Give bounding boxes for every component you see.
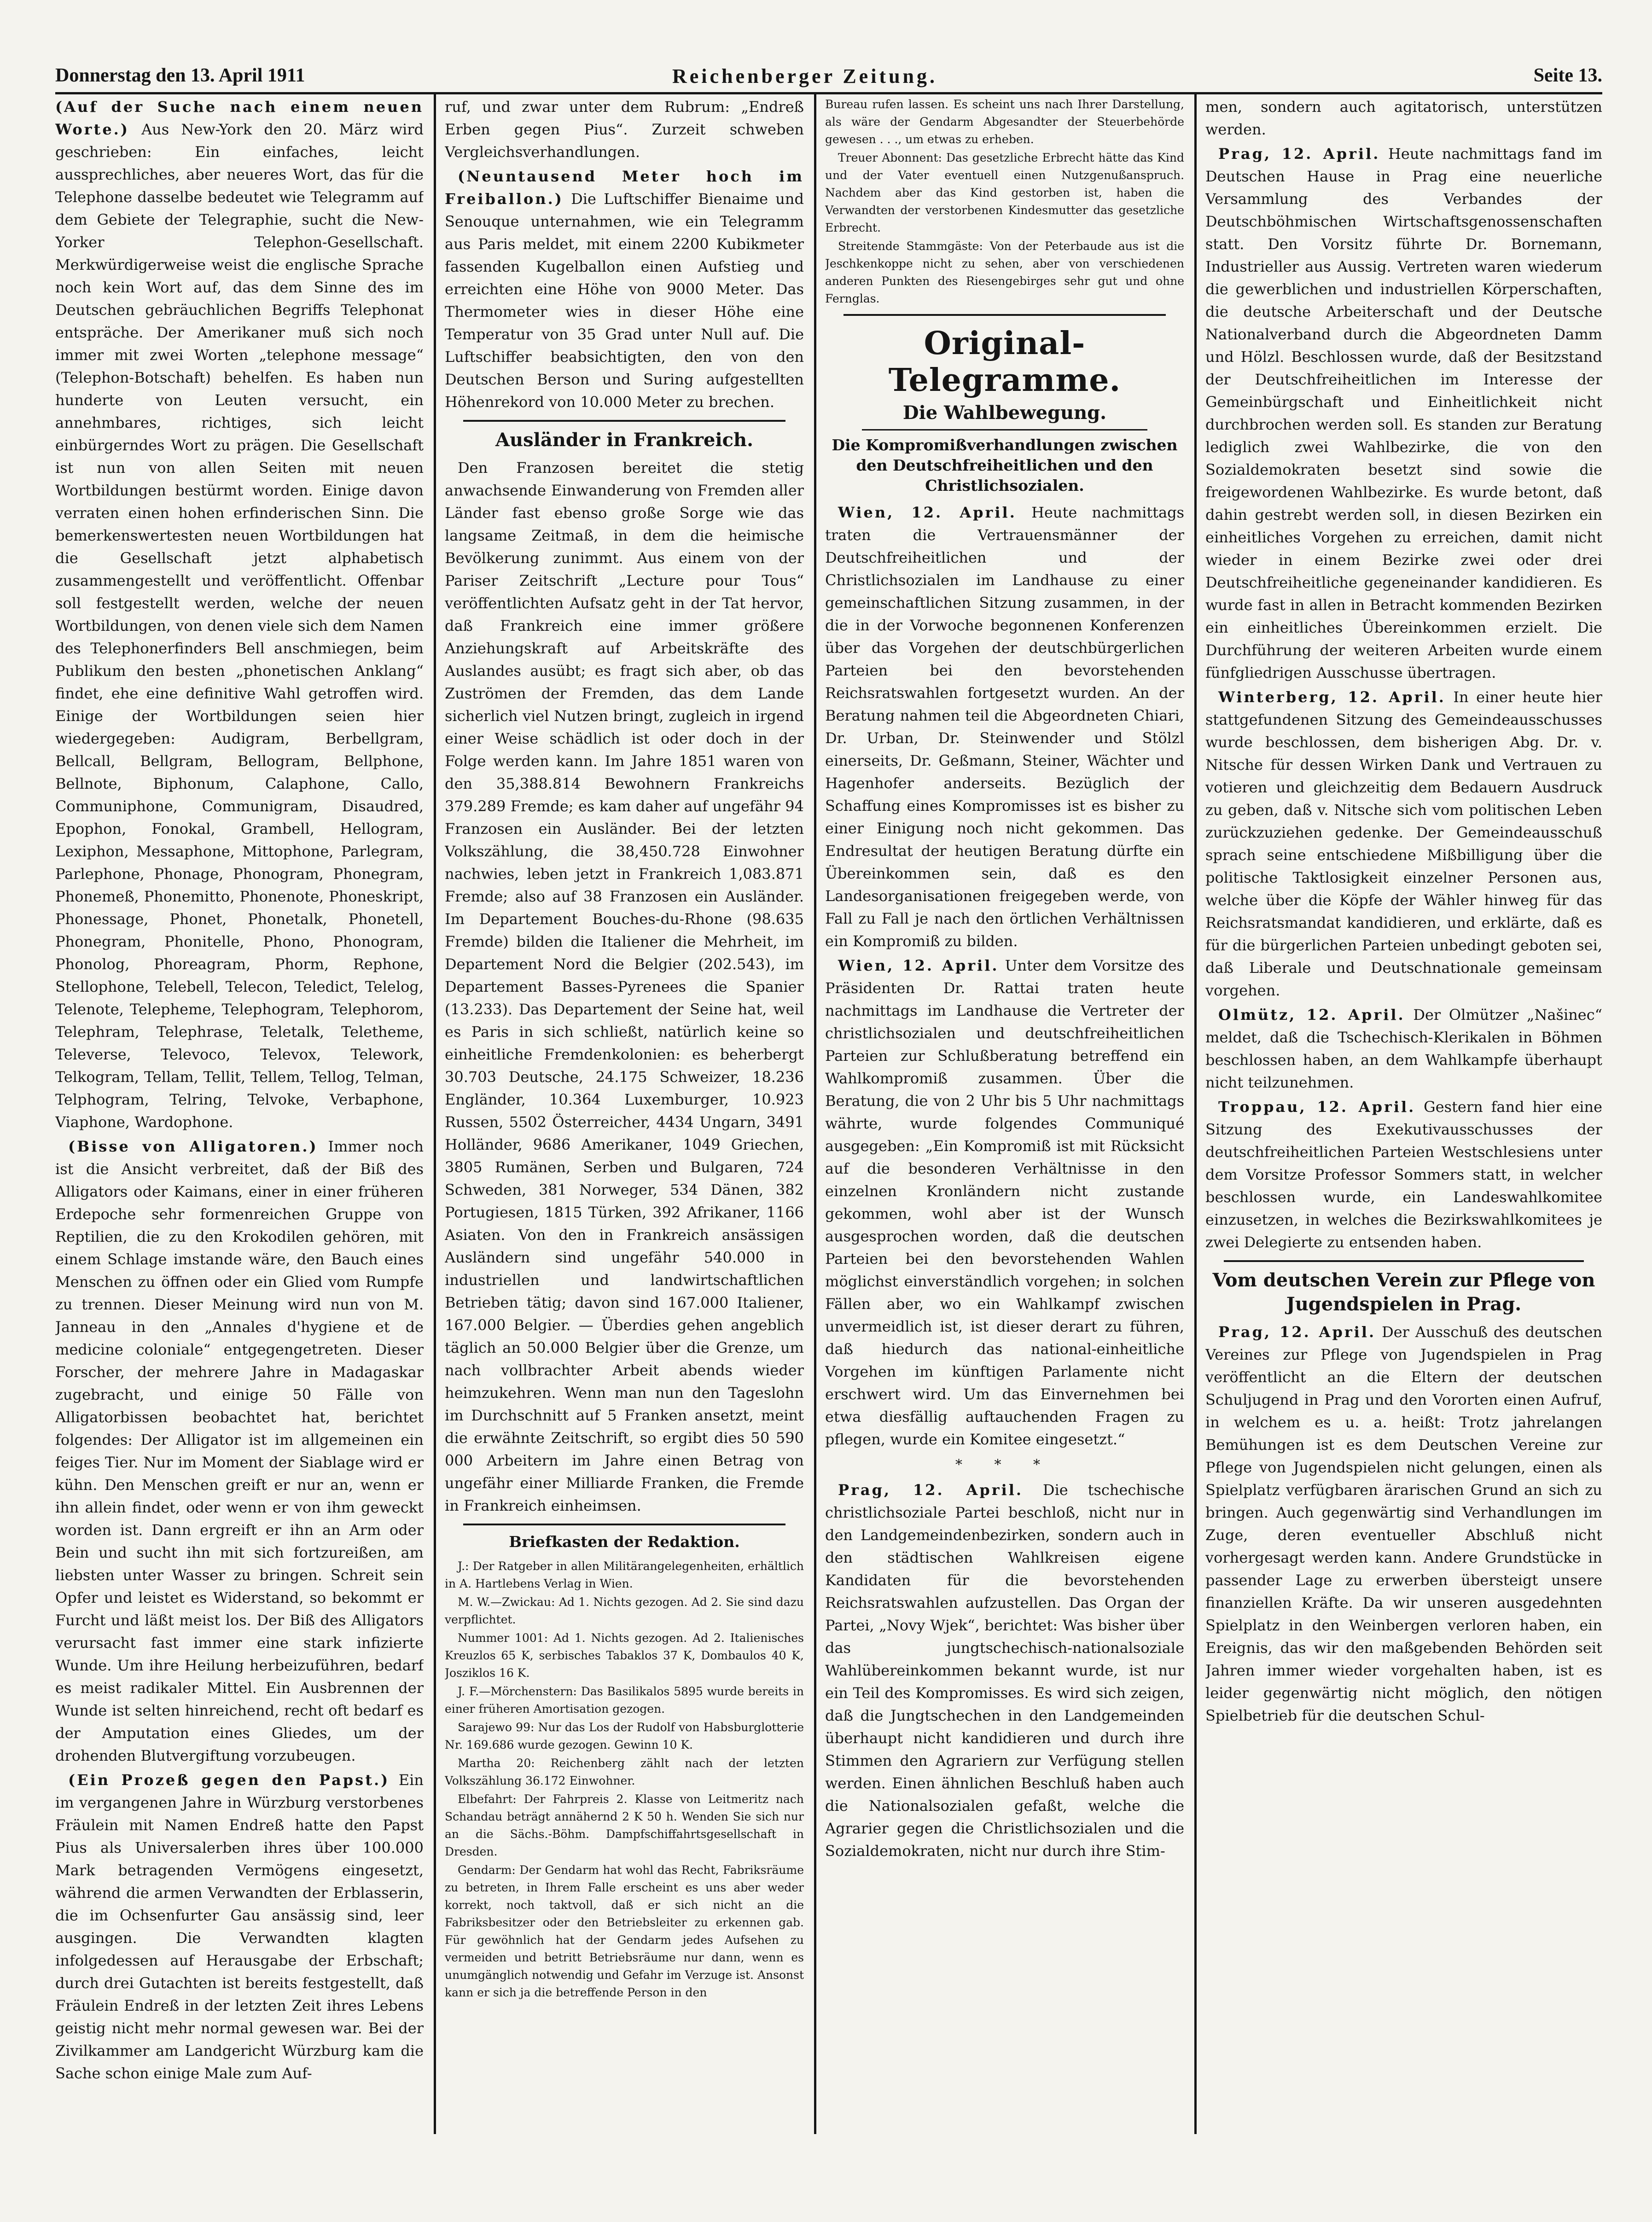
- heading-jugendspiele: Vom deutschen Verein zur Pflege von Jugendspielen in Prag.: [1212, 1269, 1595, 1315]
- article-lead: (Neuntausend Meter hoch im Freiballon.): [445, 168, 804, 208]
- dateline: Wien, 12. April.: [838, 504, 1017, 521]
- section-divider: [843, 314, 1166, 316]
- article-lead: (Auf der Suche nach einem neuen Worte.): [55, 98, 424, 138]
- article-body: Heute nachmittags fand im Deutschen Hause in Prag eine neuerliche Versammlung des Verbandes der Deutschböhmischen Wirtschaftsgenossenschaften statt. Den Vorsitz führte Dr. Bornemann, Industrieller aus Aussig. Vertreten waren wiederum die gewerblichen und industriellen Körperschaften, die deutsche Arbeiterschaft und der Deutsche Nationalverband durch die Abgeordneten Damm und Hölzl. Beschlossen wurde, daß der Besitzstand der Deutschfreiheitlichen im Interesse der Gemeinbürgschaft und Einheitlichkeit nicht durchbrochen werden soll. Es standen zur Beratung lediglich zwei Wahlbezirke, die von den Sozialdemokraten besetzt sind sowie die freigewordenen Wahlbezirke. Es wurde betont, daß dahin gestrebt werden soll, in diesen Bezirken ein einheitliches Vorgehen zu erreichen, damit nicht wieder in einem Bezirke zwei oder drei Deutschfreiheitliche gegeneinander kandidieren. Es wurde fast in allen in Betracht kommenden Bezirken ein einheitliches Übereinkommen erzielt. Die Durchführung der weiteren Arbeiten wurde einem fünfgliedrigen Ausschusse übertragen.: [1205, 145, 1602, 681]
- letter-reply: Elbefahrt: Der Fahrpreis 2. Klasse von Leitmeritz nach Schandau beträgt annähernd 2 K 50 h. Wenden Sie sich nur an die Sächs.-Böhm. Dampfschiffahrtsgesellschaft in Dresden.: [445, 1792, 804, 1858]
- telegram-troppau: [1205, 1096, 1602, 1254]
- article-body: Gestern fand hier eine Sitzung des Exekutivausschusses der deutschfreiheitlichen Parteien Westschlesiens unter dem Vorsitze Professor Sommers statt, in welcher beschlossen wurde, ein Landeswahlkomitee einzusetzen, in welches die Bezirkswahlkomitees je zwei Delegierte zu entsenden haben.: [1205, 1098, 1602, 1251]
- article-body: Den Franzosen bereitet die stetig anwachsende Einwanderung von Fremden aller Länder fast ebenso große Sorge wie das langsame Zeitmaß, in dem die heimische Bevölkerung zunimmt. Aus einem von der Pariser Zeitschrift „Lecture pour Tous“ veröffentlichten Aufsatz geht in der Tat hervor, daß Frankreich eine immer größere Anziehungskraft auf Arbeitskräfte des Auslandes ausübt; es fragt sich aber, ob das Zuströmen der Fremden, das dem Lande sicherlich viel Nutzen bringt, zugleich in irgend einer Weise schädlich ist oder doch in der Folge werden kann. Im Jahre 1851 waren von den 35,388.814 Bewohnern Frankreichs 379.289 Fremde; es kam daher auf ungefähr 94 Franzosen ein Ausländer. Bei der letzten Volkszählung, die 38,450.728 Einwohner nachwies, leben jetzt in Frankreich 1,083.871 Fremde; also auf 38 Franzosen ein Ausländer. Im Departement Bouches-du-Rhone (98.635 Fremde) bilden die Italiener die Mehrheit, im Departement Nord die Belgier (202.543), im Departement Basses-Pyrenees die Spanier (13.233). Das Departement der Seine hat, weil es Paris in sich schließt, natürlich keine so einheitliche Fremdenkolonien: es beherbergt 30.703 Deutsche, 24.175 Schweizer, 18.236 Engländer, 10.364 Luxemburger, 10.923 Russen, 5502 Österreicher, 4434 Ungarn, 3491 Holländer, 9686 Amerikaner, 1049 Griechen, 3805 Rumänen, Serben und Bulgaren, 724 Schweden, 381 Norweger, 534 Dänen, 382 Portugiesen, 1815 Türken, 392 Afrikaner, 1166 Asiaten. Von den in Frankreich ansässigen Ausländern sind ungefähr 540.000 in industriellen und landwirtschaftlichen Betrieben tätig; davon sind 167.000 Italiener, 167.000 Belgier. — Überdies gehen angeblich täglich an 50.000 Belgier über die Grenze, um nach vollbrachter Arbeit abends wieder heimzukehren. Wenn man nun den Tageslohn im Durchschnitt auf 5 Franken ansetzt, meint die erwähnte Zeitschrift, so ergibt dies 50 590 000 Arbeitern im Jahre einen Betrag von ungefähr einer Milliarde Franken, die Fremde in Frankreich einheimsen.: [445, 459, 804, 1514]
- briefkasten-continued: [825, 96, 1184, 308]
- letter-reply: J. F.—Mörchenstern: Das Basilikalos 5895 wurde bereits in einer früheren Amortisation gezogen.: [445, 1685, 804, 1716]
- letter-reply: Streitende Stammgäste: Von der Peterbaude aus ist die Jeschkenkoppe nicht zu sehen, aber von verschiedenen anderen Punkten des Riesengebirges sehr gut und ohne Fernglas.: [825, 239, 1184, 305]
- dateline: Winterberg, 12. April.: [1218, 688, 1446, 706]
- telegram-olmuetz: [1205, 1004, 1602, 1094]
- newspaper-title: Reichenberger Zeitung.: [672, 65, 938, 87]
- letter-reply: Treuer Abonnent: Das gesetzliche Erbrecht hätte das Kind und der Vater eventuell einen Nutzgenußanspruch. Nachdem aber das Kind gestorben ist, haben die Verwandten der verstorbenen Kindesmutter das gesetzliche Erbrecht.: [825, 151, 1184, 234]
- dateline: Prag, 12. April.: [838, 1481, 1024, 1499]
- article-body: Der Olmützer „Našinec“ meldet, daß die Tschechisch-Klerikalen in Böhmen beschlossen haben, an dem Wahlkampfe überhaupt nicht teilzunehmen.: [1205, 1006, 1602, 1091]
- article-freiballon: [445, 165, 804, 413]
- letter-reply: Nummer 1001: Ad 1. Nichts gezogen. Ad 2. Italienisches Kreuzlos 65 K, serbisches Tabaklos 37 K, Dombaulos 40 K, Josziklos 16 K.: [445, 1631, 804, 1680]
- article-body: Ein im vergangenen Jahre in Würzburg verstorbenes Fräulein mit Namen Endreß hatte den Papst Pius als Universalerben ihres über 100.000 Mark betragenden Vermögens eingesetzt, während die armen Verwandten der Erblasserin, die im Ochsenfurter Gau ansässig sind, leer ausgingen. Die Verwandten klagten infolgedessen auf Herausgabe der Erbschaft; durch drei Gutachten ist bereits festgestellt, daß Fräulein Endreß in der letzten Zeit ihres Lebens geistig nicht mehr normal gewesen war. Bei der Zivilkammer am Landgericht Würzburg kam die Sache schon einige Male zum Auf-: [55, 1771, 424, 2082]
- article-body: Unter dem Vorsitze des Präsidenten Dr. Rattai traten heute nachmittags im Landhause die Vertreter der christlichsozialen und deutschfreiheitlichen Parteien zur Schlußberatung betreffend ein Wahlkompromiß zusammen. Über die Beratung, die von 2 Uhr bis 5 Uhr nachmittags währte, wurde folgendes Communiqué ausgegeben: „Ein Kompromiß ist mit Rücksicht auf die besonderen Verhältnisse in den einzelnen Kronländern nicht zustande gekommen, wohl aber ist der Wunsch ausgesprochen worden, daß die deutschen Parteien bei den bevorstehenden Wahlen möglichst einverständlich vorgehen; in solchen Fällen aber, wo ein Wahlkampf zwischen unvermeidlich ist, ist dieser derart zu führen, daß hiedurch das national-einheitliche Vorgehen im künftigen Parlamente nicht erschwert wird. Um das Einvernehmen bei etwa diesfällig auftauchenden Fragen zu pflegen, wurde ein Komitee eingesetzt.“: [825, 957, 1184, 1448]
- column-4: [1205, 96, 1602, 2131]
- section-divider: [1224, 1260, 1584, 1262]
- column-3: [825, 96, 1184, 2131]
- heading-auslaender: Ausländer in Frankreich.: [495, 429, 754, 451]
- article-jugendspiele: [1205, 1321, 1602, 1727]
- letter-reply: M. W.—Zwickau: Ad 1. Nichts gezogen. Ad 2. Sie sind dazu verpflichtet.: [445, 1595, 804, 1626]
- masthead: [55, 64, 1602, 92]
- dateline: Prag, 12. April.: [1218, 145, 1380, 163]
- dateline: Prag, 12. April.: [1218, 1323, 1376, 1341]
- article-body: Die tschechische christlichsoziale Partei beschloß, nicht nur in den Landgemeindenbezirken, sondern auch in den städtischen Wahlkreisen eigene Kandidaten für die bevorstehenden Reichsratswahlen aufzustellen. Das Organ der Partei, „Novy Wjek“, berichtet: Was bisher über das jungtschechisch-nationalsoziale Wahlübereinkommen bekannt wurde, ist nur ein Teil des Kompromisses. Es wird sich zeigen, daß die Jungtschechen in den Landgemeinden überhaupt nicht kandidieren und durch ihre Stimmen den Agrariern zur Verfügung stellen werden. Einen ähnlichen Beschluß haben auch die Nationalsozialen gefaßt, welche die Agrarier gegen die Christlichsozialen und die Sozialdemokraten, nicht nur durch ihre Stim-: [825, 1481, 1184, 1860]
- page-number: Seite 13.: [1533, 65, 1602, 86]
- letter-reply: Gendarm: Der Gendarm hat wohl das Recht, Fabriksräume zu betreten, in Ihrem Falle erscheint es uns aber weder korrekt, noch taktvoll, daß er sich nicht an die Fabriksbesitzer oder den Betriebsleiter zu erkennen gab. Für gewöhnlich hat der Gendarm jedes Aufsehen zu vermeiden und betritt Betriebsräume nur dann, wenn es unumgänglich notwendig und Gefahr im Verzuge ist. Ansonst kann er sich ja die betreffende Person in den: [445, 1863, 804, 1999]
- heading-briefkasten: Briefkasten der Redaktion.: [509, 1533, 740, 1551]
- article-body: Immer noch ist die Ansicht verbreitet, daß der Biß des Alligators oder Kaimans, einer in einer früheren Erdepoche sehr formenreichen Gruppe von Reptilien, die zu den Krokodilen gehören, mit einem Schlage imstande wäre, den Bauch eines Menschen zu öffnen oder ein Glied vom Rumpfe zu trennen. Dieser Meinung wird nun von M. Janneau in den „Annales d'hygiene et de medicine coloniale“ entgegengetreten. Dieser Forscher, der mehrere Jahre in Madagaskar zugebracht, und einige 50 Fälle von Alligatorbissen beobachtet hat, berichtet folgendes: Der Alligator ist im allgemeinen ein feiges Tier. Nur im Moment der Siablage wird er kühn. Den Menschen greift er nur an, wenn er ihn allein findet, oder wenn er von ihm geweckt worden ist. Dann ergreift er ihn an Arm oder Bein und sucht ihn mit sich fortzureißen, am liebsten unter Wasser zu bringen. Schreit sein Opfer und leistet es Widerstand, so bekommt er Furcht und läßt meist los. Der Biß des Alligators verursacht fast immer eine stark infizierte Wunde. Um ihre Heilung herbeizuführen, bedarf es meist radikaler Mittel. Ein Ausbrennen der Wunde ist selten hinreichend, recht oft bedarf es der Amputation eines Gliedes, um der drohenden Blutvergiftung vorzubeugen.: [55, 1138, 424, 1764]
- column-rule: [434, 94, 436, 2134]
- heading-wahlbewegung: Die Wahlbewegung.: [902, 402, 1107, 424]
- section-divider: [862, 429, 1147, 430]
- letter-reply: Sarajewo 99: Nur das Los der Rudolf von Habsburglotterie Nr. 169.686 wurde gezogen. Gewinn 10 K.: [445, 1721, 804, 1751]
- article-body: Die Luftschiffer Bienaime und Senouque unternahmen, wie ein Telegramm aus Paris meldet, mit einem 2200 Kubikmeter fassenden Kugelballon einen Aufstieg und erreichten eine Höhe von 9000 Meter. Das Thermometer wies in dieser Höhe eine Temperatur von 35 Grad unter Null auf. Die Luftschiffer beabsichtigten, den von den Deutschen Berson und Suring aufgestellten Höhenrekord von 10.000 Meter zu brechen.: [445, 190, 804, 411]
- article-lead: (Ein Prozeß gegen den Papst.): [68, 1771, 390, 1789]
- dateline: Olmütz, 12. April.: [1218, 1006, 1405, 1024]
- letter-reply: J.: Der Ratgeber in allen Militärangelegenheiten, erhältlich in A. Hartlebens Verlag in Wien.: [445, 1559, 804, 1590]
- article-telephone: [55, 96, 424, 1134]
- column-2: [445, 96, 804, 2131]
- telegram-winterberg: [1205, 686, 1602, 1002]
- article-body: Aus New-York den 20. März wird geschrieben: Ein einfaches, leicht aussprechliches, aber neueres Wort, das für die Telephone dasselbe bedeutet wie Telegramm auf dem Gebiete der Telegraphie, sucht die New-Yorker Telephon-Gesellschaft. Merkwürdigerweise weist die englische Sprache noch kein Wort auf, das dem Sinne des im Deutschen gebräuchlichen Begriffs Telephonat entspräche. Der Amerikaner muß sich noch immer mit zwei Worten „telephone message“ (Telephon-Botschaft) behelfen. Es haben nun hunderte von Leuten versucht, ein annehmbares, richtiges, sich leicht einbürgerndes Wort zu prägen. Die Gesellschaft ist nun von allen Seiten mit neuen Wortbildungen bestürmt worden. Einige davon verraten einen hohen erfinderischen Sinn. Die bemerkenswertesten neuen Wortbildungen hat die Gesellschaft jetzt alphabetisch zusammengestellt und veröffentlicht. Offenbar soll festgestellt werden, welche der neuen Wortbildungen, von denen viele sich dem Namen des Telephonerfinders Bell anschmiegen, beim Publikum den besten „phonetischen Anklang“ findet, ehe eine definitive Wahl getroffen wird. Einige der Wortbildungen seien hier wiedergegeben: Audigram, Berbellgram, Bellcall, Bellgram, Bellogram, Bellphone, Bellnote, Biphonum, Calaphone, Callo, Communiphone, Communigram, Disaudred, Epophon, Fonokal, Grambell, Hellogram, Lexiphon, Messaphone, Mittophone, Parlegram, Parlephone, Phonage, Phonogram, Phonegram, Phonemeß, Phonemitto, Phonenote, Phoneskript, Phonessage, Phonet, Phonetalk, Phonetell, Phonegram, Phonitelle, Phono, Phonogram, Phonolog, Phoreagram, Phorm, Rephone, Stellophone, Telebell, Telecon, Teledict, Telelog, Telenote, Telepheme, Telephogram, Telephorom, Telephram, Telephrase, Teletalk, Teletheme, Televerse, Televoco, Televox, Telework, Telkogram, Tellam, Tellit, Tellem, Tellog, Telman, Telphogram, Telring, Telvoke, Verbaphone, Viaphone, Wardophone.: [55, 121, 424, 1131]
- section-divider: [463, 1524, 785, 1525]
- column-rule: [1194, 94, 1197, 2134]
- column-rule: [814, 94, 816, 2134]
- article-body: In einer heute hier stattgefundenen Sitzung des Gemeindeausschusses wurde beschlossen, dem bisherigen Abg. Dr. v. Nitsche für dessen Wirken Dank und Vertrauen zu votieren und gleichzeitig dem Bedauern Ausdruck zu geben, daß v. Nitsche sich vom politischen Leben zurückzuziehen gedenke. Der Gemeindeausschuß sprach seine entschiedene Mißbilligung über die politische Taktlosigkeit einzelner Personen aus, welche über die Köpfe der Wähler hinweg für das Reichsratsmandat kandidieren, und erklärte, daß es für die bürgerlichen Parteien unbedingt geboten sei, daß Liberale und Deutschnationale gemeinsam vorgehen.: [1205, 688, 1602, 999]
- telegram-prag-2: [1205, 143, 1602, 684]
- dateline: Troppau, 12. April.: [1218, 1098, 1416, 1116]
- article-body: ruf, und zwar unter dem Rubrum: „Endreß Erben gegen Pius“. Zurzeit schweben Vergleichsverhandlungen.: [445, 98, 804, 161]
- article-body: Der Ausschuß des deutschen Vereines zur Pflege von Jugendspielen in Prag veröffentlicht an die Eltern der deutschen Schuljugend in Prag und den Vororten einen Aufruf, in welchem es u. a. heißt: Trotz jahrelangen Bemühungen ist es dem Deutschen Vereine zur Pflege von Jugendspielen nicht gelungen, einen als Spielplatz verfügbaren ärarischen Grund an sich zu bringen. Auch gegenwärtig sind Verhandlungen im Zuge, deren eventueller Abschluß nicht vorhergesagt werden kann. Andere Grundstücke in passender Lage zu erwerben übersteigt unsere finanziellen Kräfte. Da wir unseren ausgedehnten Spielplatz in den Weinbergen verloren haben, ein Ereignis, das wir den maßgebenden Behörden seit Jahren immer wieder vorgehalten haben, ist es leider gegenwärtig nicht möglich, den nötigen Spielbetrieb für die deutschen Schul-: [1205, 1323, 1602, 1724]
- telegram-prag: [825, 1479, 1184, 1862]
- article-body: men, sondern auch agitatorisch, unterstützen werden.: [1205, 98, 1602, 138]
- asterism: * * *: [955, 1457, 1054, 1473]
- letter-reply: Bureau rufen lassen. Es scheint uns nach Ihrer Darstellung, als wäre der Gendarm Abgesandter der Steuerbehörde gewesen . . ., um etwas zu erheben.: [825, 98, 1184, 146]
- briefkasten: [445, 1558, 804, 2001]
- section-divider: [463, 420, 785, 422]
- article-papst: [55, 1769, 424, 2085]
- article-alligators: [55, 1135, 424, 1767]
- header-date: Donnerstag den 13. April 1911: [55, 65, 305, 86]
- article-lead: (Bisse von Alligatoren.): [68, 1138, 318, 1155]
- telegram-wien-1: [825, 501, 1184, 953]
- column-1: [55, 96, 424, 2131]
- letter-reply: Martha 20: Reichenberg zählt nach der letzten Volkszählung 36.172 Einwohner.: [445, 1757, 804, 1787]
- article-body: Heute nachmittags traten die Vertrauensmänner der Deutschfreiheitlichen und der Christlichsozialen im Landhause zu einer gemeinschaftlichen Sitzung zusammen, in der die in der Vorwoche begonnenen Konferenzen über das Vorgehen der deutschbürgerlichen Parteien bei den bevorstehenden Reichsratswahlen fortgesetzt wurden. An der Beratung nahmen teil die Abgeordneten Chiari, Dr. Urban, Dr. Steinwender und Stölzl einerseits, Dr. Geßmann, Steiner, Wächter und Hagenhofer anderseits. Bezüglich der Schaffung eines Kompromisses ist es bisher zu einer Einigung noch nicht gekommen. Das Endresultat der heutigen Beratung dürfte ein Übereinkommen sein, daß es den Landesorganisationen freigegeben werde, von Fall zu Fall je nach den örtlichen Verhältnissen ein Kompromiß zu bilden.: [825, 504, 1184, 950]
- dateline: Wien, 12. April.: [838, 957, 999, 974]
- telegram-wien-2: [825, 954, 1184, 1451]
- header-rule: [55, 92, 1602, 94]
- heading-original-telegramme: Original-Telegramme.: [888, 325, 1121, 399]
- heading-kompromiss: Die Kompromißverhandlungen zwischen den Deutschfreiheitlichen und den Christlichsozialen.: [832, 436, 1178, 494]
